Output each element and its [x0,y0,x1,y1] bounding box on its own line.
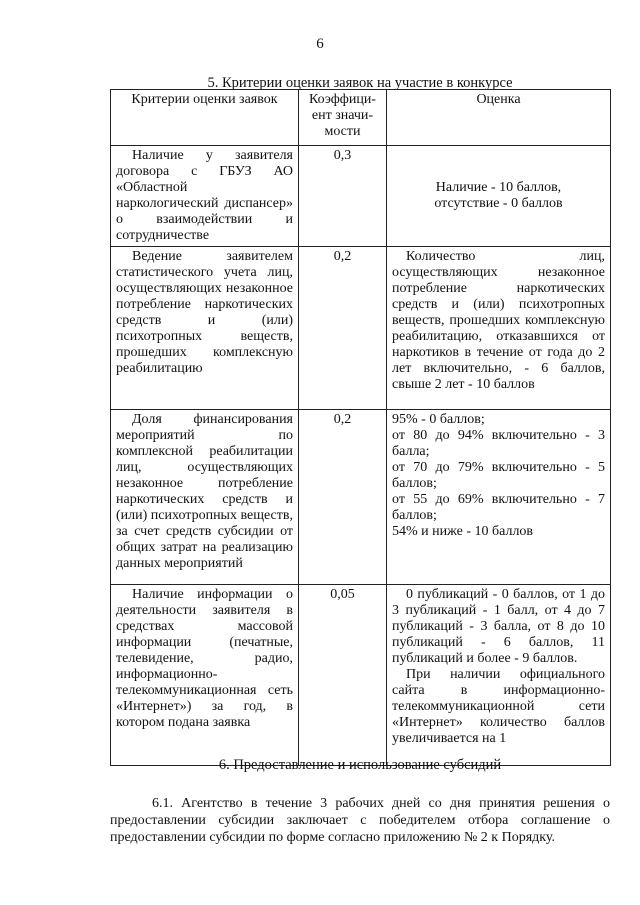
table-row [111,585,611,766]
criteria-cell: Наличие у заявителя договора с ГБУЗ АО «Областной наркологический диспансер» о взаимодействии и сотрудничестве [111,146,299,247]
score-line: от 80 до 94% включительно - 3 балла; [392,428,605,459]
score-line: 95% - 0 баллов; [392,412,485,427]
header-score: Оценка [387,90,611,146]
criteria-cell: Ведение заявителем статистического учета лиц, осуществляющих незаконное потребление наркотических средств и (или) психотропных веществ, прошедших комплексную реабилитацию [111,247,299,410]
score-cell [387,410,611,585]
table-row [111,247,611,410]
criteria-cell: Наличие информации о деятельности заявителя в средствах массовой информации (печатные, телевидение, радио, информационно-телекоммуникационная сеть «Интернет») за год, в котором подана заявка [111,585,299,766]
score-line: от 70 до 79% включительно - 5 баллов; [392,460,605,491]
criteria-table [110,89,611,766]
table-title: 5. Критерии оценки заявок на участие в конкурсе [207,75,513,91]
score-line: При наличии официального сайта в информационно-телекоммуникационной сети «Интернет» количество баллов увеличивается на 1 [392,667,605,746]
coefficient-cell: 0,05 [299,585,387,766]
coefficient-cell: 0,3 [299,146,387,247]
score-line: от 55 до 69% включительно - 7 баллов; [392,492,605,523]
table-header-row [111,90,611,146]
score-line: Количество лиц, осуществляющих незаконное потребление наркотических средств и (или) психотропных веществ, прошедших комплексную реабилитацию, отказавшихся от наркотиков в течение от года до 2 лет включительно, - 6 баллов, свыше 2 лет - 10 баллов [392,249,605,392]
header-criteria: Критерии оценки заявок [111,90,299,146]
score-line: отсутствие - 0 баллов [434,196,563,211]
page-number: 6 [316,36,324,52]
score-line: Наличие - 10 баллов, [435,180,562,195]
section-paragraph: 6.1. Агентство в течение 3 рабочих дней со дня принятия решения о предоставлении субсидии заключает с победителем отбора соглашение о предоставлении субсидии по форме согласно приложению № 2 к Порядку. [110,796,610,845]
section-heading: 6. Предоставление и использование субсидий [218,757,502,773]
score-cell [387,585,611,766]
score-line: 54% и ниже - 10 баллов [392,524,534,539]
coefficient-cell: 0,2 [299,247,387,410]
header-coefficient: Коэффици-ент значи-мости [299,90,387,146]
coefficient-cell: 0,2 [299,410,387,585]
table-row [111,146,611,247]
criteria-cell: Доля финансирования мероприятий по комплексной реабилитации лиц, осуществляющих незаконное потребление наркотических средств и (или) психотропных веществ, за счет средств субсидии от общих затрат на реализацию данных мероприятий [111,410,299,585]
table-row [111,410,611,585]
score-line: 0 публикаций - 0 баллов, от 1 до 3 публикаций - 1 балл, от 4 до 7 публикаций - 3 балла, от 8 до 10 публикаций - 6 баллов, 11 публикаций и более - 9 баллов. [392,587,605,666]
score-cell [387,247,611,410]
score-cell [387,146,611,247]
